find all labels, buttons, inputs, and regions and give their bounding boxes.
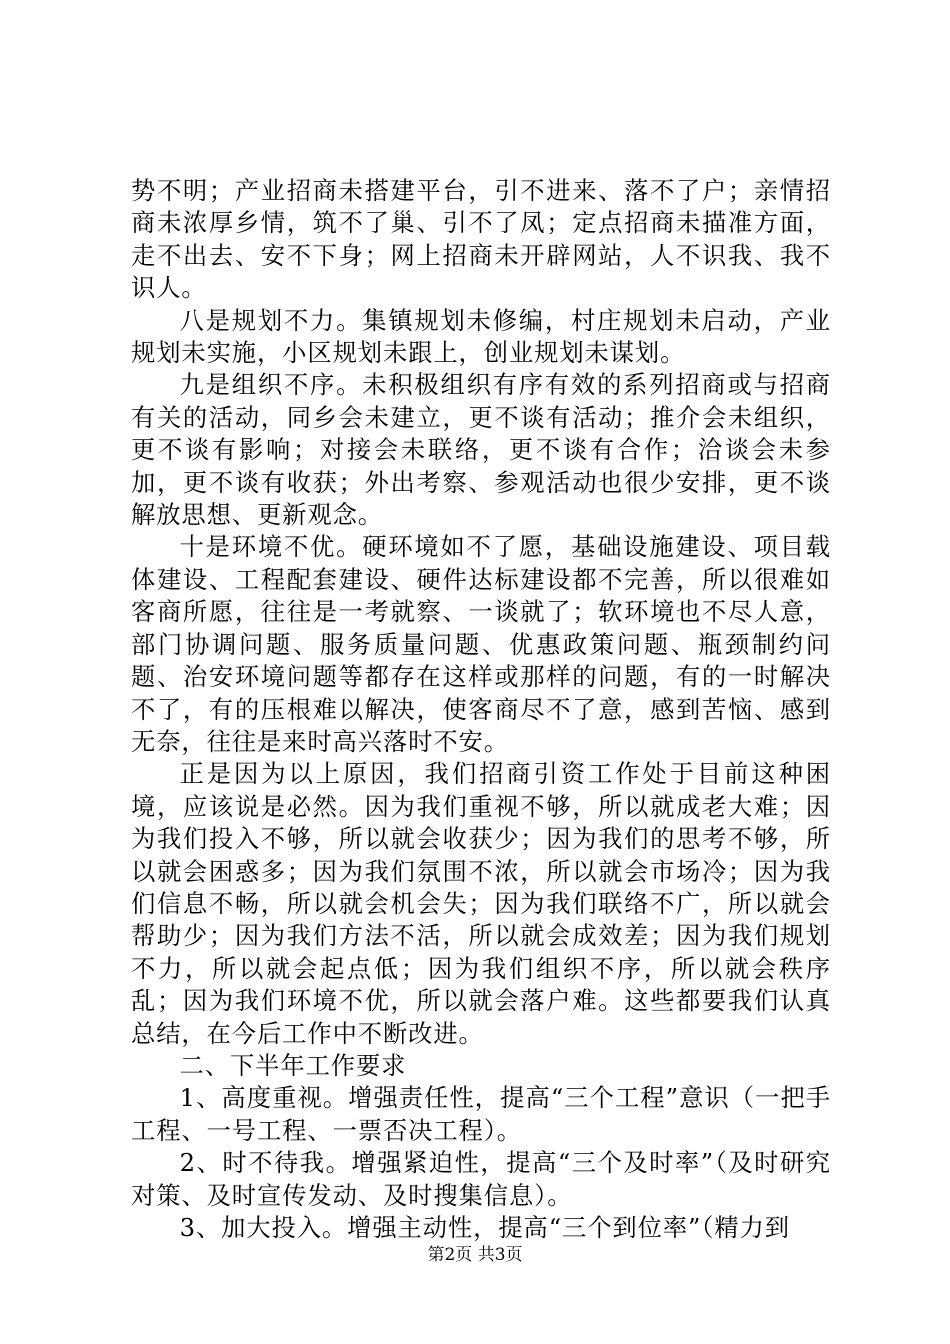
requirement-item-2: 2、时不待我。增强紧迫性，提高“三个及时率”（及时研究对策、及时宣传发动、及时搜集信息）。 <box>131 1148 831 1210</box>
document-body <box>131 175 831 1244</box>
page-footer: 第2页 共3页 <box>427 1245 523 1265</box>
paragraph-summary: 正是因为以上原因，我们招商引资工作处于目前这种困境，应该说是必然。因为我们重视不够，所以就成老大难；因为我们投入不够，所以就会收获少；因为我们的思考不够，所以就会困惑多；因为我们氛围不浓，所以就会市场冷；因为我们信息不畅，所以就会机会失；因为我们联络不广，所以就会帮助少；因为我们方法不活，所以就会成效差；因为我们规划不力，所以就会起点低；因为我们组织不序，所以就会秩序乱；因为我们环境不优，所以就会落户难。这些都要我们认真总结，在今后工作中不断改进。 <box>131 759 831 1048</box>
requirement-item-3: 3、加大投入。增强主动性，提高“三个到位率”（精力到 <box>179 1213 790 1242</box>
paragraph-organization: 九是组织不序。未积极组织有序有效的系列招商或与招商有关的活动，同乡会未建立，更不谈有活动；推介会未组织，更不谈有影响；对接会未联络，更不谈有合作；洽谈会未参加，更不谈有收获；外出考察、参观活动也很少安排，更不谈解放思想、更新观念。 <box>131 370 831 530</box>
paragraph-planning: 八是规划不力。集镇规划未修编，村庄规划未启动，产业规划未实施，小区规划未跟上，创业规划未谋划。 <box>131 305 831 368</box>
paragraph-continuation: 势不明；产业招商未搭建平台，引不进来、落不了户；亲情招商未浓厚乡情，筑不了巢、引不了凤；定点招商未描准方面，走不出去、安不下身；网上招商未开辟网站，人不识我、我不识人。 <box>131 176 831 303</box>
paragraph-environment: 十是环境不优。硬环境如不了愿，基础设施建设、项目载体建设、工程配套建设、硬件达标建设都不完善，所以很难如客商所愿，往往是一考就察、一谈就了；软环境也不尽人意，部门协调问题、服务质量问题、优惠政策问题、瓶颈制约问题、治安环境问题等都存在这样或那样的问题，有的一时解决不了，有的压根难以解决，使客商尽不了意，感到苦恼、感到无奈，往往是来时高兴落时不安。 <box>131 532 831 756</box>
section-heading: 二、下半年工作要求 <box>179 1050 407 1080</box>
requirement-item-1: 1、高度重视。增强责任性，提高“三个工程”意识（一把手工程、一号工程、一票否决工程）。 <box>131 1083 831 1145</box>
